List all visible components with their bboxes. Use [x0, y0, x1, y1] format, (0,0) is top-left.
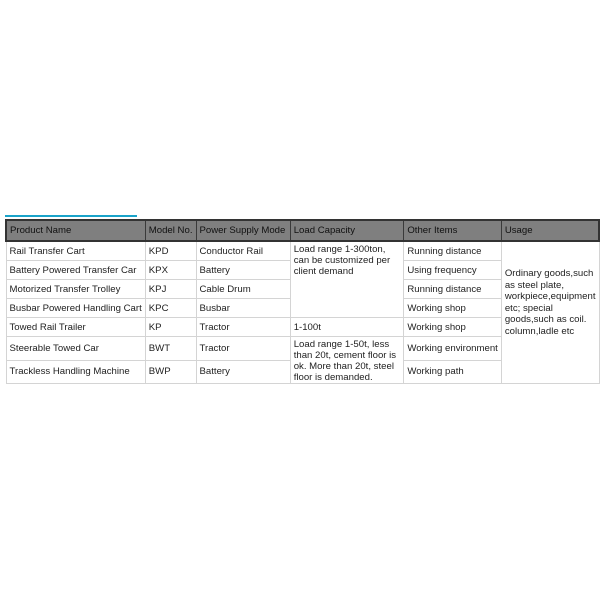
cell-other-items: Working environment — [404, 337, 501, 361]
cell-model-no: BWT — [145, 337, 196, 361]
cell-power-supply: Cable Drum — [196, 280, 290, 299]
cell-model-no: KPX — [145, 261, 196, 280]
cell-model-no: KPD — [145, 241, 196, 261]
cell-model-no: KPJ — [145, 280, 196, 299]
header-usage: Usage — [501, 220, 599, 241]
cell-power-supply: Busbar — [196, 299, 290, 318]
cell-product-name: Motorized Transfer Trolley — [6, 280, 145, 299]
header-other-items: Other Items — [404, 220, 501, 241]
product-spec-table — [5, 219, 600, 384]
cell-model-no: BWP — [145, 360, 196, 384]
cell-usage: Ordinary goods,such as steel plate, workpiece,equipment etc; special goods,such as coil. column,ladle etc — [501, 241, 599, 384]
header-power-supply-mode: Power Supply Mode — [196, 220, 290, 241]
cell-product-name: Steerable Towed Car — [6, 337, 145, 361]
cell-power-supply: Conductor Rail — [196, 241, 290, 261]
cell-load-capacity: Load range 1-50t, less than 20t, cement floor is ok. More than 20t, steel floor is demanded. — [290, 337, 404, 384]
cell-product-name: Towed Rail Trailer — [6, 318, 145, 337]
cell-other-items: Working path — [404, 360, 501, 384]
header-load-capacity: Load Capacity — [290, 220, 404, 241]
cell-load-capacity: 1-100t — [290, 318, 404, 337]
cell-power-supply: Tractor — [196, 337, 290, 361]
table-header-row — [6, 220, 599, 241]
header-model-no: Model No. — [145, 220, 196, 241]
cell-product-name: Busbar Powered Handling Cart — [6, 299, 145, 318]
cell-power-supply: Battery — [196, 360, 290, 384]
cell-product-name: Battery Powered Transfer Car — [6, 261, 145, 280]
cell-other-items: Using frequency — [404, 261, 501, 280]
table-row — [6, 241, 599, 261]
cell-other-items: Working shop — [404, 299, 501, 318]
cell-model-no: KP — [145, 318, 196, 337]
cell-other-items: Working shop — [404, 318, 501, 337]
cell-power-supply: Battery — [196, 261, 290, 280]
cell-other-items: Running distance — [404, 280, 501, 299]
cell-product-name: Trackless Handling Machine — [6, 360, 145, 384]
header-product-name: Product Name — [6, 220, 145, 241]
cell-power-supply: Tractor — [196, 318, 290, 337]
cell-model-no: KPC — [145, 299, 196, 318]
sheet-accent-line — [5, 215, 137, 217]
cell-other-items: Running distance — [404, 241, 501, 261]
cell-product-name: Rail Transfer Cart — [6, 241, 145, 261]
cell-load-capacity: Load range 1-300ton, can be customized per client demand — [290, 241, 404, 318]
